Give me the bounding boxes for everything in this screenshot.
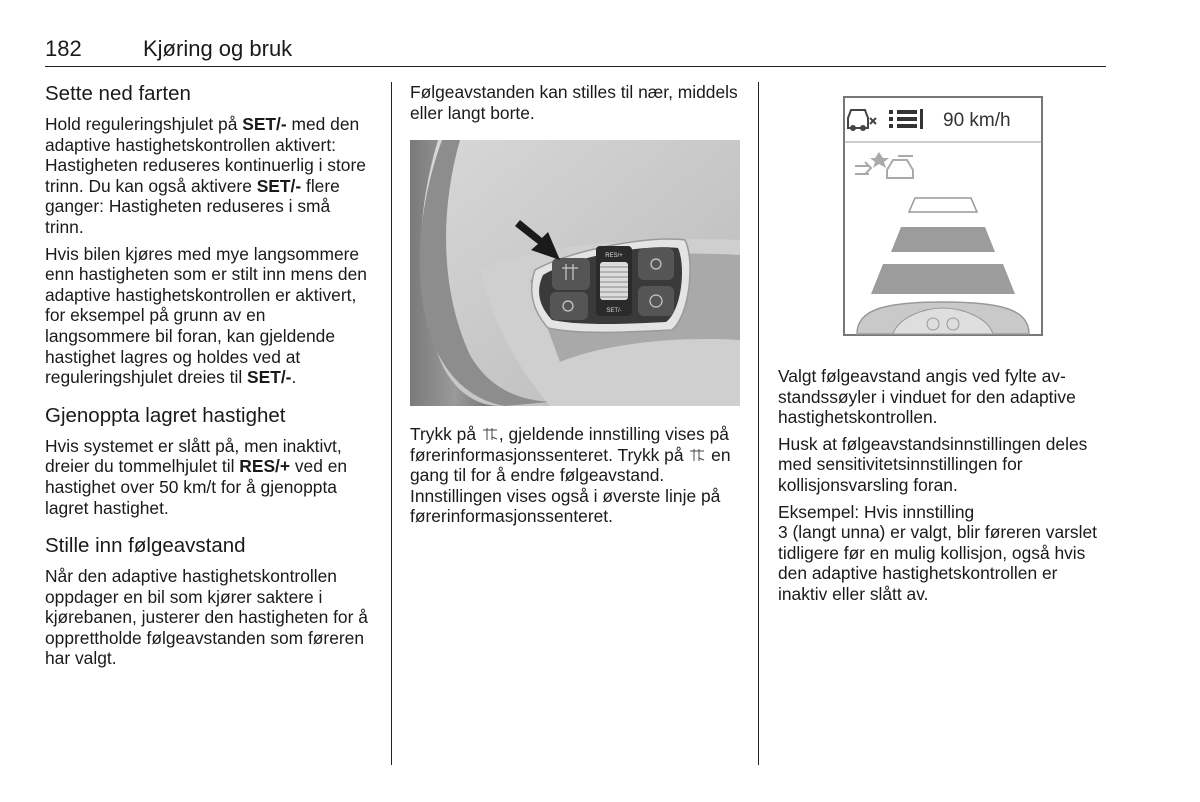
gap-setting-icon <box>481 427 499 441</box>
column-1 <box>45 82 370 675</box>
column-2-lower <box>410 424 740 533</box>
driver-info-display-figure <box>843 96 1043 336</box>
page-header <box>45 34 1106 67</box>
paragraph-gap-display: Valgt følgeavstand angis ved fylte avstandssøyler i vinduet for den adaptive hastighetskontrollen. <box>778 366 1076 428</box>
paragraph-press-button: Trykk på , gjeldende innstilling vises på førerinformasjonssenteret. Trykk på en gang til for å endre følgeavstand. Innstillingen vises også i øverste linje på førerinformasjonssenteret. <box>410 424 731 527</box>
paragraph-gap: Når den adaptive hastighetskontrollen oppdager en bil som kjører saktere i kjørebanen, justerer den hastigheten for å opprettholde følgeavstanden som føreren har valgt. <box>45 566 368 669</box>
steering-wheel-figure <box>410 140 740 406</box>
gap-setting-icon <box>688 448 706 462</box>
paragraph-gap-options: Følgeavstanden kan stilles til nær, middels eller langt borte. <box>410 82 738 123</box>
paragraph-slow-down-1: Hold reguleringshjulet på SET/- med den adaptive hastighetskontrollen aktivert: Hastigheten reduseres kontinuerlig i store trinn. Du kan også aktivere SET/- flere ganger: Hastigheten reduseres i små trinn. <box>45 114 366 237</box>
section-heading-slow-down: Sette ned farten <box>45 82 191 105</box>
paragraph-slow-down-2: Hvis bilen kjøres med mye langsommere enn hastigheten som er stilt inn mens den adaptive hastighetskontrollen er aktivert, for eksempel på grunn av en langsommere bil foran, kan gjeldende hastighet lagres og holdes ved at reguleringshjulet dreies til SET/-. <box>45 243 367 388</box>
set-minus-label: SET/- <box>606 308 622 314</box>
column-divider-1 <box>391 82 392 765</box>
section-heading-resume: Gjenoppta lagret hastighet <box>45 403 286 427</box>
paragraph-shared-setting: Husk at følgeavstandsinnstillingen deles med sensitivitetsinnstillingen for kollisjonsvarsling foran. <box>778 433 1088 495</box>
column-divider-2 <box>758 82 759 765</box>
res-plus-label: RES/+ <box>605 253 623 259</box>
paragraph-resume: Hvis systemet er slått på, men inaktivt, dreier du tommelhjulet til RES/+ ved en hastighet over 50 km/t for å gjenoppta lagret hastighet. <box>45 435 348 518</box>
page-number: 182 <box>45 36 82 61</box>
display-speed: 90 km/h <box>943 110 1011 131</box>
column-3 <box>778 366 1108 611</box>
column-2 <box>410 82 740 129</box>
section-heading-gap: Stille inn følgeavstand <box>45 534 246 558</box>
chapter-title: Kjøring og bruk <box>143 36 293 61</box>
paragraph-example: Eksempel: Hvis innstilling 3 (langt unna) er valgt, blir føreren varslet tidligere før en mulig kollisjon, også hvis den adaptive hastighetskontrollen er inaktiv eller slått av. <box>778 501 1097 604</box>
